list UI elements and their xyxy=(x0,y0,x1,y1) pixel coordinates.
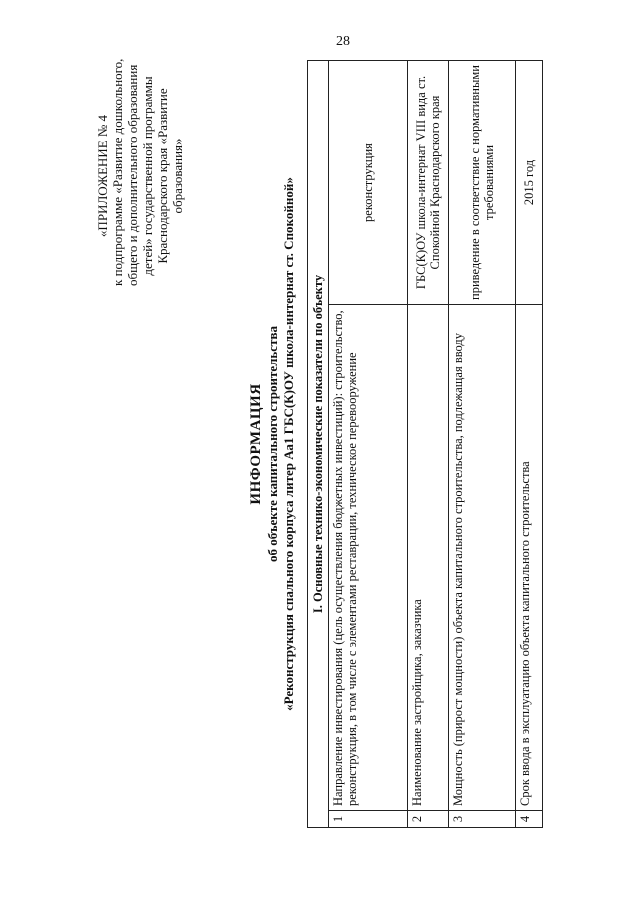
document-title xyxy=(247,60,297,828)
appendix-line: детей» государственной программы xyxy=(140,76,155,276)
row-value: ГБС(К)ОУ школа-интернат VIII вида ст. Спокойной Краснодарского края xyxy=(408,61,449,305)
appendix-line: «ПРИЛОЖЕНИЕ № 4 xyxy=(95,114,110,238)
title-main: ИНФОРМАЦИЯ xyxy=(248,383,264,505)
page-number: 28 xyxy=(336,34,350,49)
indicators-table xyxy=(307,60,543,828)
appendix-line: к подпрограмме «Развитие дошкольного, xyxy=(110,58,125,286)
appendix-line: образования» xyxy=(170,138,185,214)
appendix-header xyxy=(95,58,185,286)
row-value: реконструкция xyxy=(329,61,408,305)
appendix-line: общего и дополнительного образования xyxy=(125,64,140,286)
title-object-name: «Реконструкция спального корпуса литер Аа1 ГБС(К)ОУ школа-интернат ст. Спокойной» xyxy=(281,177,296,711)
row-value: приведение в соответствие с нормативными требованиями xyxy=(449,61,516,305)
row-parameter: Срок ввода в эксплуатацию объекта капитального строительства xyxy=(516,305,543,811)
title-subtitle: об объекте капитального строительства xyxy=(265,326,280,562)
table-row xyxy=(329,61,408,828)
row-value: 2015 год xyxy=(516,61,543,305)
table-section-row xyxy=(308,61,329,828)
rotated-document xyxy=(77,60,547,828)
row-parameter: Направление инвестирования (цель осуществления бюджетных инвестиций): строительство, реконструкция, в том числе с элементами реставрации, техническое перевооружение xyxy=(329,305,408,811)
row-parameter: Мощность (прирост мощности) объекта капитального строительства, подлежащая вводу xyxy=(449,305,516,811)
table-row xyxy=(408,61,449,828)
row-number: 2 xyxy=(408,811,449,828)
section-heading: I. Основные технико-экономические показатели по объекту xyxy=(308,61,329,828)
row-number: 4 xyxy=(516,811,543,828)
row-parameter: Наименование застройщика, заказчика xyxy=(408,305,449,811)
appendix-line: Краснодарского края «Развитие xyxy=(155,88,170,264)
table-row xyxy=(449,61,516,828)
row-number: 3 xyxy=(449,811,516,828)
table-row xyxy=(516,61,543,828)
row-number: 1 xyxy=(329,811,408,828)
